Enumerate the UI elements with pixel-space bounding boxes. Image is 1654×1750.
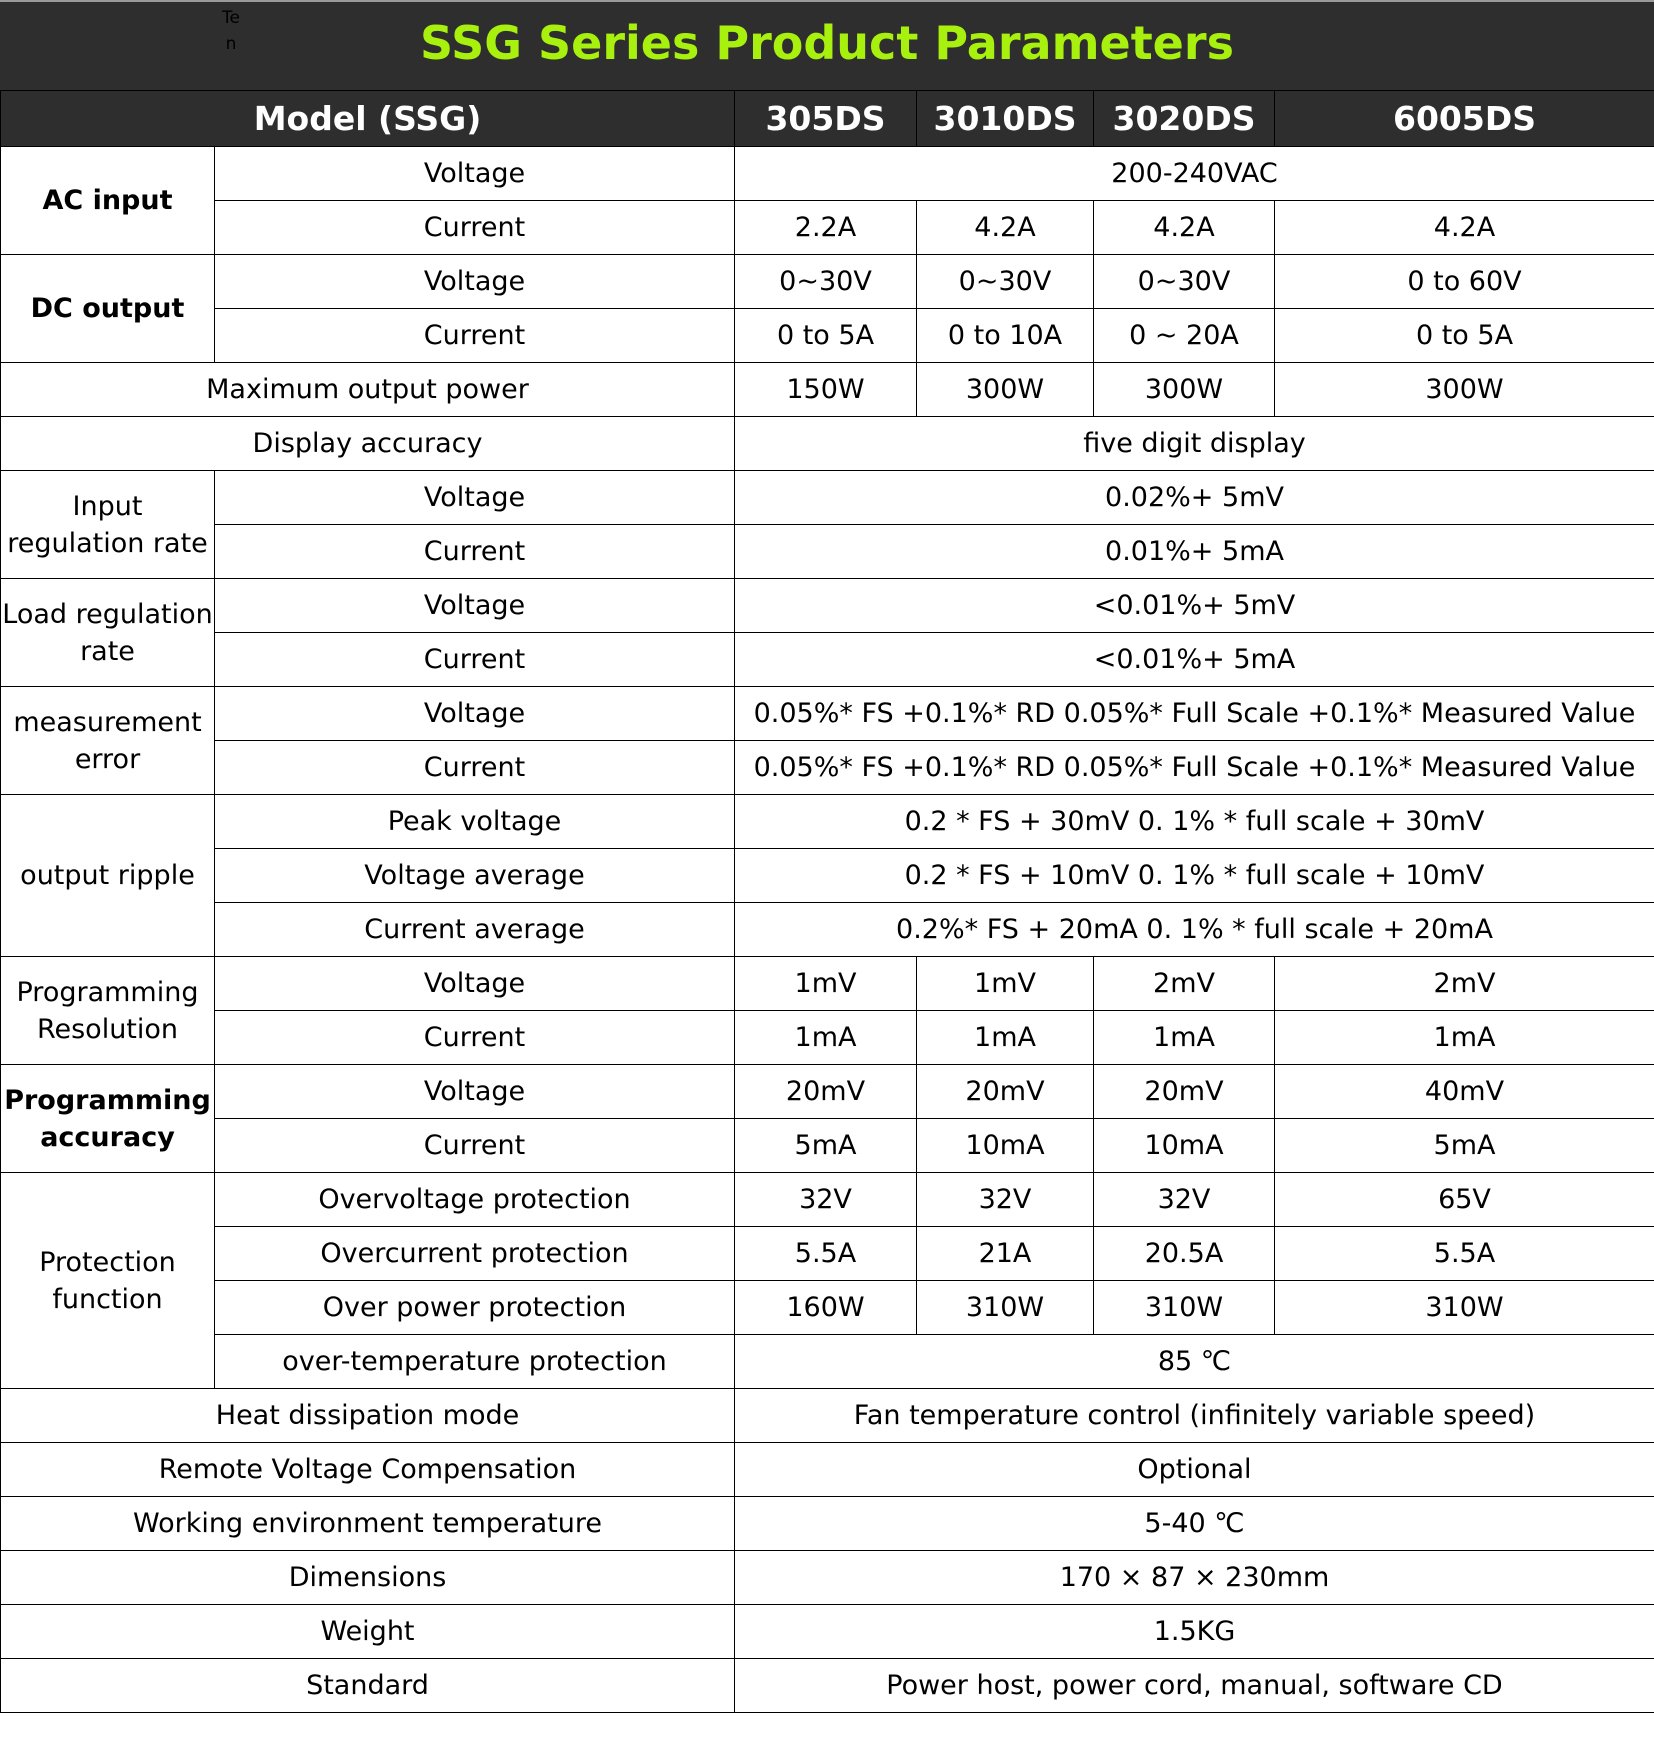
param-value: 85 ℃ — [735, 1335, 1654, 1389]
table-row — [1, 1065, 1654, 1119]
table-row — [1, 849, 1654, 903]
param-value: 20.5A — [1094, 1227, 1275, 1281]
group-label-line: Protection — [39, 1246, 176, 1278]
table-row — [1, 1497, 1654, 1551]
param-value: 4.2A — [917, 201, 1094, 255]
group-programming-accuracy — [1, 1065, 215, 1173]
param-value: Fan temperature control (infinitely variable speed) — [735, 1389, 1654, 1443]
group-label-line: Resolution — [36, 1013, 179, 1045]
param-value: 200-240VAC — [735, 147, 1654, 201]
param-value: 4.2A — [1094, 201, 1275, 255]
param-label: Voltage — [215, 471, 735, 525]
param-value: <0.01%+ 5mV — [735, 579, 1654, 633]
model-label: Model (SSG) — [1, 91, 735, 147]
group-programming-resolution — [1, 957, 215, 1065]
param-value: 150W — [735, 363, 917, 417]
param-value: 0 to 5A — [1275, 309, 1654, 363]
param-label: Current — [215, 741, 735, 795]
param-label: Maximum output power — [1, 363, 735, 417]
param-value: 2mV — [1094, 957, 1275, 1011]
param-value: 300W — [1275, 363, 1654, 417]
group-label-line: Load regulation — [2, 598, 213, 630]
table-row — [1, 201, 1654, 255]
param-label: Voltage — [215, 1065, 735, 1119]
table-row — [1, 363, 1654, 417]
model-305ds: 305DS — [735, 91, 917, 147]
table-row — [1, 1551, 1654, 1605]
param-label: Remote Voltage Compensation — [1, 1443, 735, 1497]
group-measurement-error — [1, 687, 215, 795]
param-label: Voltage average — [215, 849, 735, 903]
group-label-line: accuracy — [40, 1121, 175, 1153]
param-label: Overvoltage protection — [215, 1173, 735, 1227]
table-row — [1, 1173, 1654, 1227]
param-value: 300W — [1094, 363, 1275, 417]
param-value: five digit display — [735, 417, 1654, 471]
param-label: over-temperature protection — [215, 1335, 735, 1389]
table-row — [1, 1335, 1654, 1389]
group-ac-input: AC input — [1, 147, 215, 255]
page-title: SSG Series Product Parameters — [420, 16, 1234, 70]
param-value: 0.05%* FS +0.1%* RD 0.05%* Full Scale +0.1%* Measured Value — [735, 687, 1654, 741]
corner-text-line: Te — [222, 8, 240, 28]
param-value: 1mA — [1275, 1011, 1654, 1065]
param-label: Current — [215, 201, 735, 255]
param-label: Voltage — [215, 147, 735, 201]
table-row — [1, 1389, 1654, 1443]
model-6005ds: 6005DS — [1275, 91, 1654, 147]
param-value: 1mV — [917, 957, 1094, 1011]
table-row — [1, 957, 1654, 1011]
param-label: Weight — [1, 1605, 735, 1659]
group-label-line: error — [74, 743, 141, 775]
title-band — [0, 0, 1654, 90]
param-value: Optional — [735, 1443, 1654, 1497]
param-value: 20mV — [735, 1065, 917, 1119]
param-value: 0 to 10A — [917, 309, 1094, 363]
param-value: 1mV — [735, 957, 917, 1011]
table-row — [1, 1011, 1654, 1065]
param-value: 0.2%* FS + 20mA 0. 1% * full scale + 20mA — [735, 903, 1654, 957]
param-label: Current average — [215, 903, 735, 957]
group-label-line: function — [52, 1283, 163, 1315]
model-3010ds: 3010DS — [917, 91, 1094, 147]
param-label: Working environment temperature — [1, 1497, 735, 1551]
param-value: 20mV — [917, 1065, 1094, 1119]
table-row — [1, 1119, 1654, 1173]
param-value: 10mA — [917, 1119, 1094, 1173]
group-label-line: rate — [80, 635, 135, 667]
table-row — [1, 147, 1654, 201]
table-row — [1, 309, 1654, 363]
param-label: Dimensions — [1, 1551, 735, 1605]
header-row — [1, 91, 1654, 147]
table-row — [1, 741, 1654, 795]
table-row — [1, 633, 1654, 687]
param-label: Current — [215, 1119, 735, 1173]
param-value: 5.5A — [735, 1227, 917, 1281]
param-value: 32V — [917, 1173, 1094, 1227]
group-label-line: regulation rate — [7, 527, 208, 559]
table-row — [1, 1227, 1654, 1281]
param-value: <0.01%+ 5mA — [735, 633, 1654, 687]
param-label: Heat dissipation mode — [1, 1389, 735, 1443]
param-label: Voltage — [215, 957, 735, 1011]
param-label: Voltage — [215, 255, 735, 309]
group-input-regulation — [1, 471, 215, 579]
param-value: 310W — [1094, 1281, 1275, 1335]
param-value: 0 ~ 20A — [1094, 309, 1275, 363]
param-value: 65V — [1275, 1173, 1654, 1227]
table-row — [1, 1659, 1654, 1713]
group-dc-output: DC output — [1, 255, 215, 363]
table-row — [1, 579, 1654, 633]
param-label: Current — [215, 525, 735, 579]
group-label-line: Input — [72, 490, 143, 522]
param-value: 40mV — [1275, 1065, 1654, 1119]
table-row — [1, 1281, 1654, 1335]
param-value: 5.5A — [1275, 1227, 1654, 1281]
param-label: Over power protection — [215, 1281, 735, 1335]
group-load-regulation — [1, 579, 215, 687]
table-row — [1, 795, 1654, 849]
param-value: 0 to 5A — [735, 309, 917, 363]
param-value: 1mA — [917, 1011, 1094, 1065]
param-label: Voltage — [215, 687, 735, 741]
param-value: 0.2 * FS + 10mV 0. 1% * full scale + 10mV — [735, 849, 1654, 903]
param-value: 310W — [917, 1281, 1094, 1335]
param-value: Power host, power cord, manual, software CD — [735, 1659, 1654, 1713]
param-value: 10mA — [1094, 1119, 1275, 1173]
corner-text-line: n — [225, 34, 237, 54]
group-protection — [1, 1173, 215, 1389]
param-value: 0 to 60V — [1275, 255, 1654, 309]
param-value: 5mA — [735, 1119, 917, 1173]
param-value: 0~30V — [917, 255, 1094, 309]
param-value: 0.01%+ 5mA — [735, 525, 1654, 579]
param-value: 300W — [917, 363, 1094, 417]
parameters-table — [0, 90, 1654, 1713]
param-value: 32V — [1094, 1173, 1275, 1227]
table-row — [1, 525, 1654, 579]
param-value: 1mA — [735, 1011, 917, 1065]
model-3020ds: 3020DS — [1094, 91, 1275, 147]
param-label: Current — [215, 633, 735, 687]
table-row — [1, 471, 1654, 525]
param-label: Current — [215, 1011, 735, 1065]
param-value: 0~30V — [735, 255, 917, 309]
param-value: 5mA — [1275, 1119, 1654, 1173]
param-value: 4.2A — [1275, 201, 1654, 255]
param-value: 310W — [1275, 1281, 1654, 1335]
param-value: 20mV — [1094, 1065, 1275, 1119]
param-label: Voltage — [215, 579, 735, 633]
param-value: 0.02%+ 5mV — [735, 471, 1654, 525]
group-label-line: Programming — [16, 976, 199, 1008]
table-row — [1, 687, 1654, 741]
param-label: Display accuracy — [1, 417, 735, 471]
param-value: 1.5KG — [735, 1605, 1654, 1659]
table-row — [1, 903, 1654, 957]
group-output-ripple: output ripple — [1, 795, 215, 957]
param-value: 2mV — [1275, 957, 1654, 1011]
param-value: 0.05%* FS +0.1%* RD 0.05%* Full Scale +0.1%* Measured Value — [735, 741, 1654, 795]
param-value: 0.2 * FS + 30mV 0. 1% * full scale + 30mV — [735, 795, 1654, 849]
param-label: Current — [215, 309, 735, 363]
param-label: Standard — [1, 1659, 735, 1713]
param-value: 5-40 ℃ — [735, 1497, 1654, 1551]
param-value: 170 × 87 × 230mm — [735, 1551, 1654, 1605]
group-label-line: Programming — [4, 1084, 211, 1116]
param-value: 21A — [917, 1227, 1094, 1281]
table-row — [1, 1605, 1654, 1659]
param-value: 32V — [735, 1173, 917, 1227]
param-label: Overcurrent protection — [215, 1227, 735, 1281]
table-row — [1, 1443, 1654, 1497]
group-label-line: measurement — [13, 706, 202, 738]
param-label: Peak voltage — [215, 795, 735, 849]
param-value: 0~30V — [1094, 255, 1275, 309]
param-value: 1mA — [1094, 1011, 1275, 1065]
param-value: 2.2A — [735, 201, 917, 255]
table-row — [1, 255, 1654, 309]
param-value: 160W — [735, 1281, 917, 1335]
table-row — [1, 417, 1654, 471]
